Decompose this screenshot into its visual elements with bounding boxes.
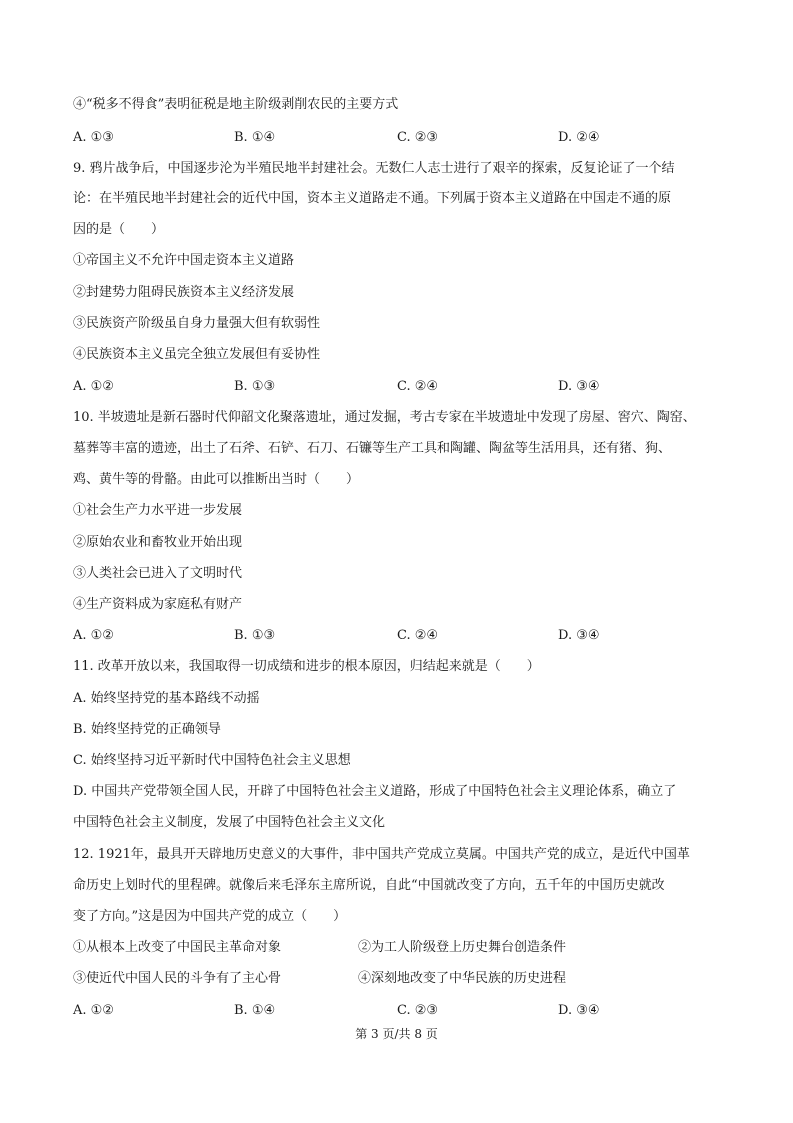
option-c: C. ②④: [397, 379, 439, 394]
question-12-item-4: ④深刻地改变了中华民族的历史进程: [358, 971, 567, 986]
question-10-item-4: ④生产资料成为家庭私有财产: [73, 597, 243, 612]
question-11-choice-d-cont: 中国特色社会主义制度，发展了中国特色社会主义文化: [73, 815, 386, 830]
question-11-stem: 11. 改革开放以来，我国取得一切成绩和进步的根本原因，归结起来就是（ ）: [73, 659, 540, 674]
question-11-choice-b: B. 始终坚持党的正确领导: [73, 722, 221, 737]
option-b: B. ①④: [234, 130, 276, 145]
option-d: D. ②④: [558, 130, 600, 145]
question-9-item-2: ②封建势力阻碍民族资本主义经济发展: [73, 285, 295, 300]
option-a: A. ①②: [73, 379, 114, 394]
item-text: ④“税多不得食”表明征税是地主阶级剥削农民的主要方式: [73, 97, 399, 112]
question-12-item-1: ①从根本上改变了中国民主革命对象: [73, 940, 282, 955]
question-10-item-1: ①社会生产力水平进一步发展: [73, 503, 243, 518]
question-9-stem-line-1: 9. 鸦片战争后，中国逐步沦为半殖民地半封建社会。无数仁人志士进行了艰辛的探索，反复论证了一个结: [73, 161, 675, 176]
option-a: A. ①②: [73, 1003, 114, 1018]
question-12-item-2: ②为工人阶级登上历史舞台创造条件: [358, 940, 567, 955]
page-number: 第 3 页/共 8 页: [355, 1027, 438, 1041]
question-10-stem-line-1: 10. 半坡遗址是新石器时代仰韶文化聚落遗址，通过发掘，考古专家在半坡遗址中发现了房屋、窖穴、陶窑、: [73, 410, 696, 425]
question-12-stem-line-3: 变了方向。”这是因为中国共产党的成立（ ）: [73, 909, 347, 924]
question-9-item-3: ③民族资产阶级虽自身力量强大但有软弱性: [73, 316, 321, 331]
question-11-choice-a: A. 始终坚持党的基本路线不动摇: [73, 691, 260, 706]
question-10-stem-line-3: 鸡、黄牛等的骨骼。由此可以推断出当时（ ）: [73, 472, 360, 487]
question-9-item-4: ④民族资本主义虽完全独立发展但有妥协性: [73, 347, 321, 362]
option-b: B. ①④: [234, 1003, 276, 1018]
question-9-item-1: ①帝国主义不允许中国走资本主义道路: [73, 253, 295, 268]
question-12-stem-line-1: 12. 1921年，最具开天辟地历史意义的大事件，非中国共产党成立莫属。中国共产党的成立，是近代中国革: [73, 847, 690, 862]
question-11-choice-d: D. 中国共产党带领全国人民，开辟了中国特色社会主义道路，形成了中国特色社会主义理论体系，确立了: [73, 784, 677, 799]
question-10-stem-line-2: 墓葬等丰富的遗迹，出土了石斧、石铲、石刀、石镰等生产工具和陶罐、陶盆等生活用具，还有猪、狗、: [73, 441, 672, 456]
question-10-item-3: ③人类社会已进入了文明时代: [73, 566, 243, 581]
question-10-item-2: ②原始农业和畜牧业开始出现: [73, 535, 243, 550]
question-11-choice-c: C. 始终坚持习近平新时代中国特色社会主义思想: [73, 753, 351, 768]
question-12-item-3: ③使近代中国人民的斗争有了主心骨: [73, 971, 282, 986]
option-a: A. ①③: [73, 130, 114, 145]
option-c: C. ②③: [397, 1003, 439, 1018]
option-d: D. ③④: [558, 379, 600, 394]
option-c: C. ②④: [397, 628, 439, 643]
question-12-stem-line-2: 命历史上划时代的里程碑。就像后来毛泽东主席所说，自此“中国就改变了方向，五千年的中国历史就改: [73, 878, 665, 893]
question-9-stem-line-3: 因的是（ ）: [73, 222, 165, 237]
option-b: B. ①③: [234, 628, 276, 643]
question-9-stem-line-2: 论：在半殖民地半封建社会的近代中国，资本主义道路走不通。下列属于资本主义道路在中国走不通的原: [73, 191, 672, 206]
option-b: B. ①③: [234, 379, 276, 394]
option-d: D. ③④: [558, 628, 600, 643]
option-c: C. ②③: [397, 130, 439, 145]
option-a: A. ①②: [73, 628, 114, 643]
option-d: D. ③④: [558, 1003, 600, 1018]
